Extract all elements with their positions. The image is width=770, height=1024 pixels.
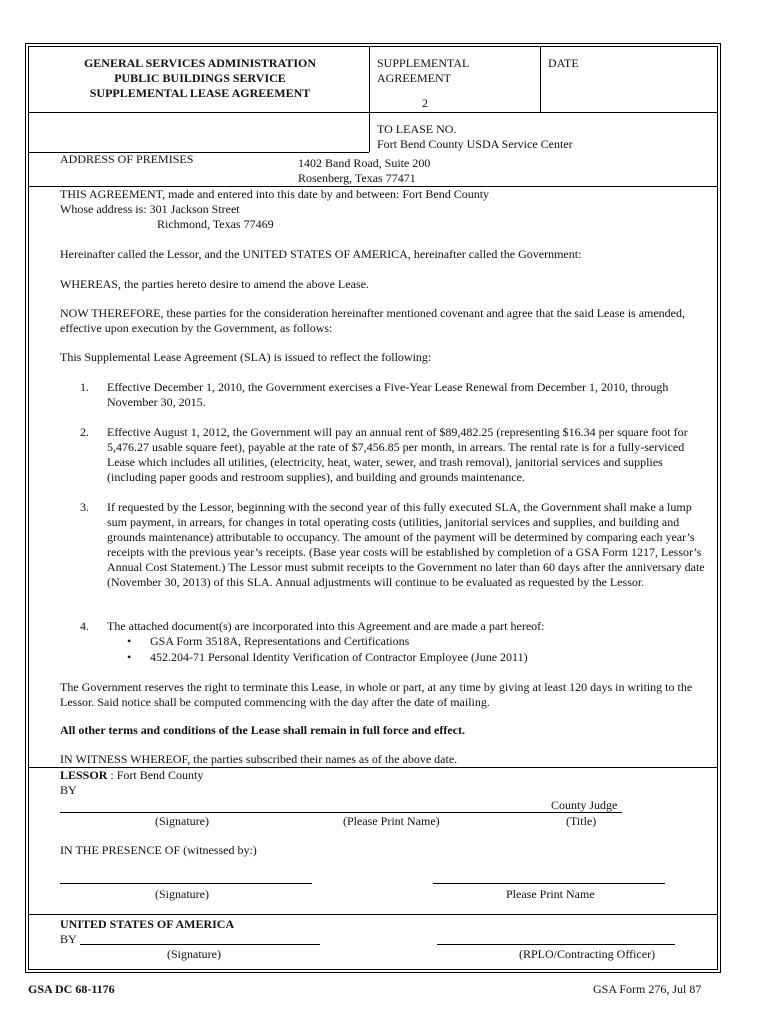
premises-line-1: 1402 Band Road, Suite 200 — [298, 156, 431, 170]
lease-label: TO LEASE NO. — [377, 122, 457, 136]
header-divider-2 — [540, 46, 541, 112]
government-signature-label: (Signature) — [167, 947, 221, 961]
witness-print-label: Please Print Name — [506, 887, 595, 901]
lessor-label: LESSOR — [60, 768, 108, 782]
date-label: DATE — [548, 56, 579, 70]
government-officer-line — [437, 944, 675, 945]
lessor-title-value: County Judge — [551, 798, 618, 812]
item-1-number: 1. — [80, 380, 89, 394]
agency-line-2: PUBLIC BUILDINGS SERVICE — [114, 71, 286, 85]
sla-label-line-1: SUPPLEMENTAL — [377, 56, 470, 70]
item-2-number: 2. — [80, 425, 89, 439]
lease-name: Fort Bend County USDA Service Center — [377, 137, 573, 151]
whereas-paragraph: WHEREAS, the parties hereto desire to amend the above Lease. — [60, 277, 369, 291]
agency-line-3: SUPPLEMENTAL LEASE AGREEMENT — [89, 86, 311, 100]
item-3-number: 3. — [80, 500, 89, 514]
sla-intro: This Supplemental Lease Agreement (SLA) is issued to reflect the following: — [60, 350, 432, 364]
bullet-1-glyph: • — [127, 634, 132, 648]
government-signature-line — [80, 944, 320, 945]
government-officer-label: (RPLO/Contracting Officer) — [519, 947, 656, 961]
lessor-name: Fort Bend County — [116, 768, 204, 782]
premises-label: ADDRESS OF PREMISES — [60, 152, 194, 166]
lessor-address-line-1: Whose address is: 301 Jackson Street — [60, 202, 240, 216]
sla-label-line-2: AGREEMENT — [377, 71, 451, 85]
lessor-separator: : — [107, 768, 117, 782]
sla-number: 2 — [422, 96, 428, 110]
witness-signature-label: (Signature) — [155, 887, 209, 901]
witness-print-line — [433, 883, 665, 884]
item-1-text: Effective December 1, 2010, the Government exercises a Five-Year Lease Renewal from December 1, 2010, through November 30, 2015. — [107, 380, 669, 409]
termination-paragraph: The Government reserves the right to terminate this Lease, in whole or part, at any time by giving at least 120 days in writing to the Lessor. Said notice shall be computed commencing with the day after the date of mailing. — [60, 680, 693, 709]
item-4-text: The attached document(s) are incorporated into this Agreement and are made a part hereof: — [107, 619, 545, 633]
lessor-signature-label: (Signature) — [155, 814, 209, 828]
presence-statement: IN THE PRESENCE OF (witnessed by:) — [60, 843, 257, 857]
lessor-line — [60, 768, 203, 783]
lessor-signature-line — [60, 812, 622, 813]
bullet-2-glyph: • — [127, 650, 132, 664]
item-3-text: If requested by the Lessor, beginning with the second year of this fully executed SLA, the Government shall make a lump sum payment, in arrears, for changes in total operating costs (utilities, janitorial services and supplies, and building and grounds maintenance) attributable to occupancy. The amount of the payment will be determined by comparing each year’s receipts with the previous year’s receipts. (Base year costs will be established by completion of a GSA Form 1217, Lessor’s Annual Cost Statement.) The Lessor must submit receipts to the Government no later than 60 days after the anniversary date (November 30, 2013) of this SLA. Annual adjustments will continue to be evaluated as requested by the Lessor. — [107, 500, 705, 589]
footer-form-version: GSA Form 276, Jul 87 — [593, 982, 702, 996]
premises-line-2: Rosenberg, Texas 77471 — [298, 171, 416, 185]
agency-line-1: GENERAL SERVICES ADMINISTRATION — [83, 56, 317, 70]
agreement-line: THIS AGREEMENT, made and entered into this date by and between: Fort Bend County — [60, 187, 490, 201]
header-divider-1 — [369, 46, 370, 152]
bullet-2-text: 452.204-71 Personal Identity Verification of Contractor Employee (June 2011) — [150, 650, 528, 664]
lessor-address-line-2: Richmond, Texas 77469 — [157, 217, 274, 231]
government-block-top-line — [28, 914, 718, 915]
item-2-text: Effective August 1, 2012, the Government will pay an annual rent of $89,482.25 (representing $16.34 per square foot for 5,476.27 usable square feet), payable at the rate of $7,456.85 per month, in arrears. The rental rate is for a fully-serviced Lease which includes all utilities, (electricity, heat, water, sewer, and trash removal), janitorial services and supplies (including paper goods and restroom supplies), and building and grounds maintenance. — [107, 425, 688, 484]
hereinafter-paragraph: Hereinafter called the Lessor, and the UNITED STATES OF AMERICA, hereinafter called the Government: — [60, 247, 582, 261]
government-label: UNITED STATES OF AMERICA — [60, 917, 235, 931]
now-therefore-paragraph: NOW THEREFORE, these parties for the consideration hereinafter mentioned covenant and agree that the said Lease is amended, effective upon execution by the Government, as follows: — [60, 306, 686, 335]
all-other-terms: All other terms and conditions of the Lease shall remain in full force and effect. — [60, 723, 465, 737]
lessor-print-name-label: (Please Print Name) — [343, 814, 440, 828]
footer-form-id: GSA DC 68-1176 — [28, 982, 115, 996]
header-bottom-line — [28, 112, 718, 113]
bullet-1-text: GSA Form 3518A, Representations and Certifications — [150, 634, 410, 648]
lessor-title-label: (Title) — [566, 814, 597, 828]
witness-signature-line — [60, 883, 312, 884]
witness-statement: IN WITNESS WHEREOF, the parties subscribed their names as of the above date. — [60, 752, 458, 766]
government-by: BY — [60, 932, 77, 946]
item-4-number: 4. — [80, 619, 89, 633]
lessor-by: BY — [60, 783, 77, 797]
